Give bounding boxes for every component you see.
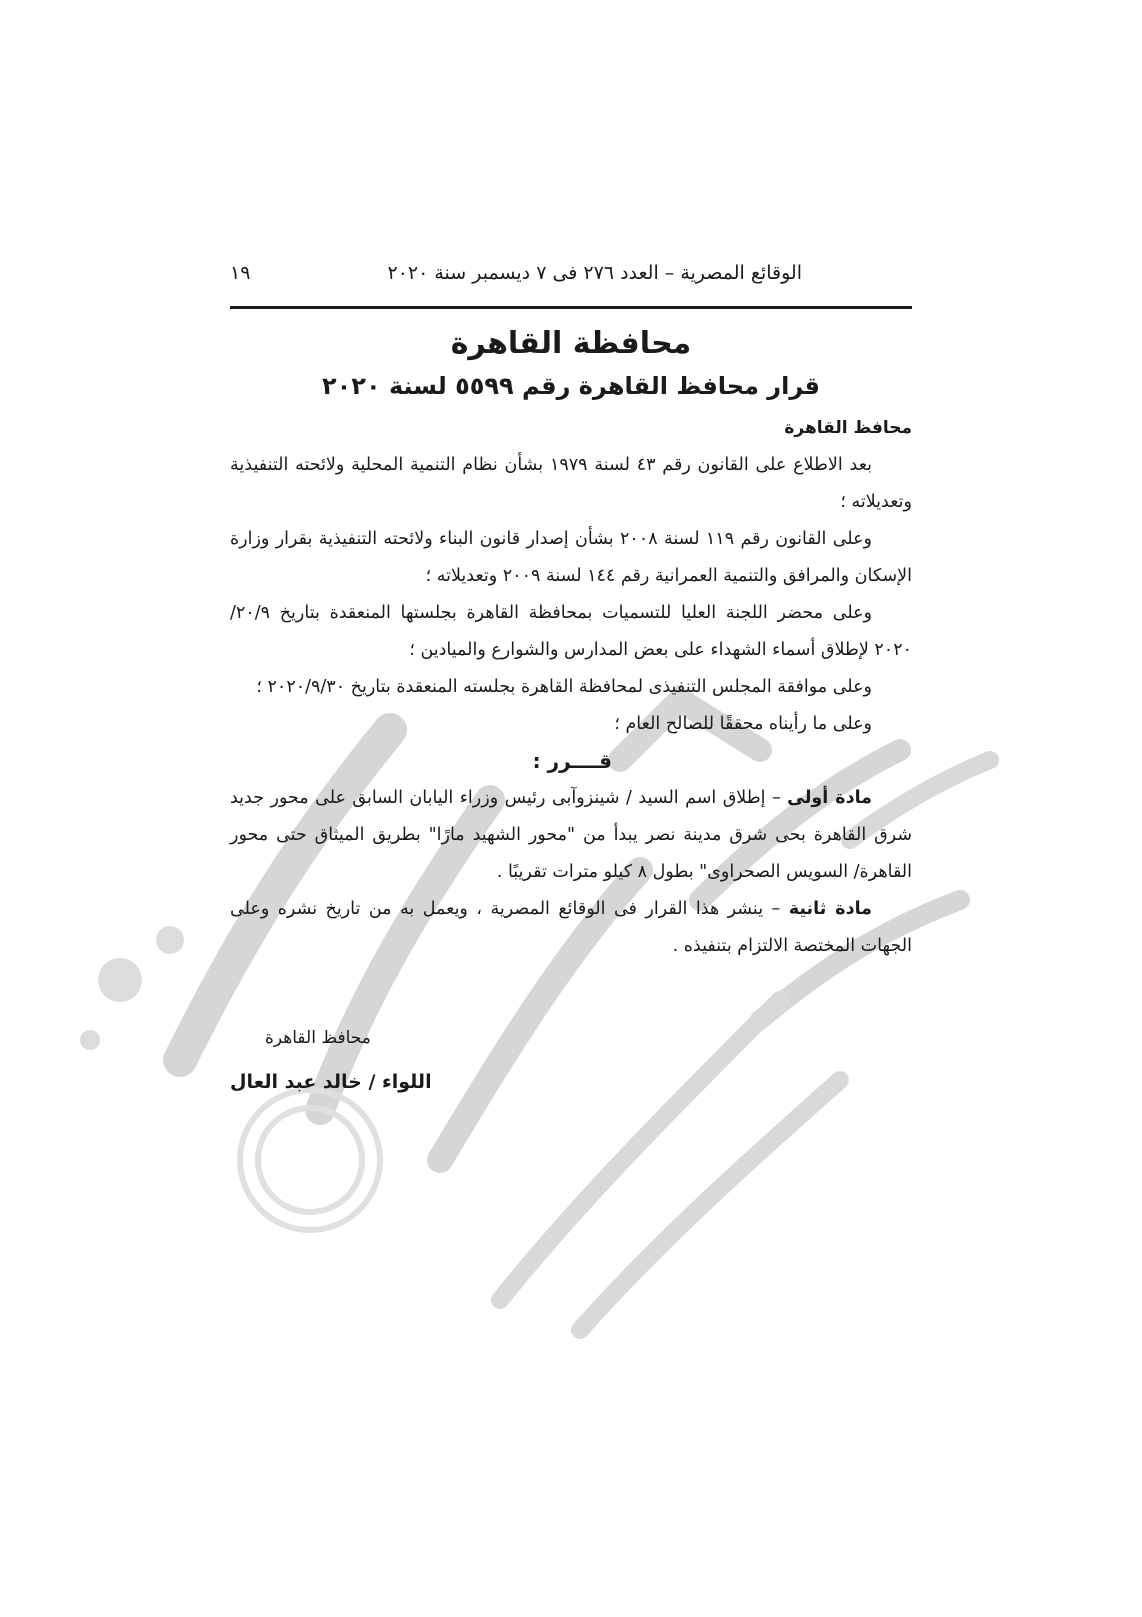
article-paragraph [230,780,912,891]
signature-title: محافظ القاهرة [265,1028,371,1048]
decided-heading: قــــرر : [532,749,612,773]
running-title: الوقائع المصرية – العدد ٢٧٦ فى ٧ ديسمبر سنة ٢٠٢٠ [387,262,802,284]
article-text: – ينشر هذا القرار فى الوقائع المصرية ، ويعمل به من تاريخ نشره وعلى الجهات المختصة الالتزام بتنفيذه . [230,899,912,956]
article-label: مادة ثانية [788,899,872,919]
article-label: مادة أولى [787,788,872,808]
authority-heading: محافظة القاهرة [450,326,692,361]
decree-title: قرار محافظ القاهرة رقم ٥٥٩٩ لسنة ٢٠٢٠ [322,372,820,400]
preamble-paragraph: وعلى ما رأيناه محققًا للصالح العام ؛ [614,714,872,734]
preamble-paragraph: بعد الاطلاع على القانون رقم ٤٣ لسنة ١٩٧٩ بشأن نظام التنمية المحلية ولائحته التنفيذية وتعديلاته ؛ [230,455,912,512]
preamble-paragraph: وعلى موافقة المجلس التنفيذى لمحافظة القاهرة بجلسته المنعقدة بتاريخ ٢٠٢٠/٩/٣٠ ؛ [256,677,872,697]
page-number: ١٩ [230,262,251,284]
running-header [230,262,912,296]
header-divider [230,306,912,309]
signature-name: اللواء / خالد عبد العال [230,1071,432,1093]
decree-body [230,410,912,965]
addressee: محافظ القاهرة [784,418,912,438]
article-paragraph [230,891,912,965]
article-text: – إطلاق اسم السيد / شينزوآبى رئيس وزراء اليابان السابق على محور جديد شرق القاهرة بحى شرق مدينة نصر يبدأ من "محور الشهيد مارًا" بطريق الميثاق حتى محور القاهرة/ السويس الصحراوى" بطول ٨ كيلو مترات تقريبًا . [230,788,912,882]
preamble-paragraph: وعلى القانون رقم ١١٩ لسنة ٢٠٠٨ بشأن إصدار قانون البناء ولائحته التنفيذية بقرار وزارة الإسكان والمرافق والتنمية العمرانية رقم ١٤٤ لسنة ٢٠٠٩ وتعديلاته ؛ [230,529,912,586]
preamble-paragraph: وعلى محضر اللجنة العليا للتسميات بمحافظة القاهرة بجلستها المنعقدة بتاريخ ٢٠/٩/ ٢٠٢٠ لإطلاق أسماء الشهداء على بعض المدارس والشوارع والميادين ؛ [230,603,912,660]
